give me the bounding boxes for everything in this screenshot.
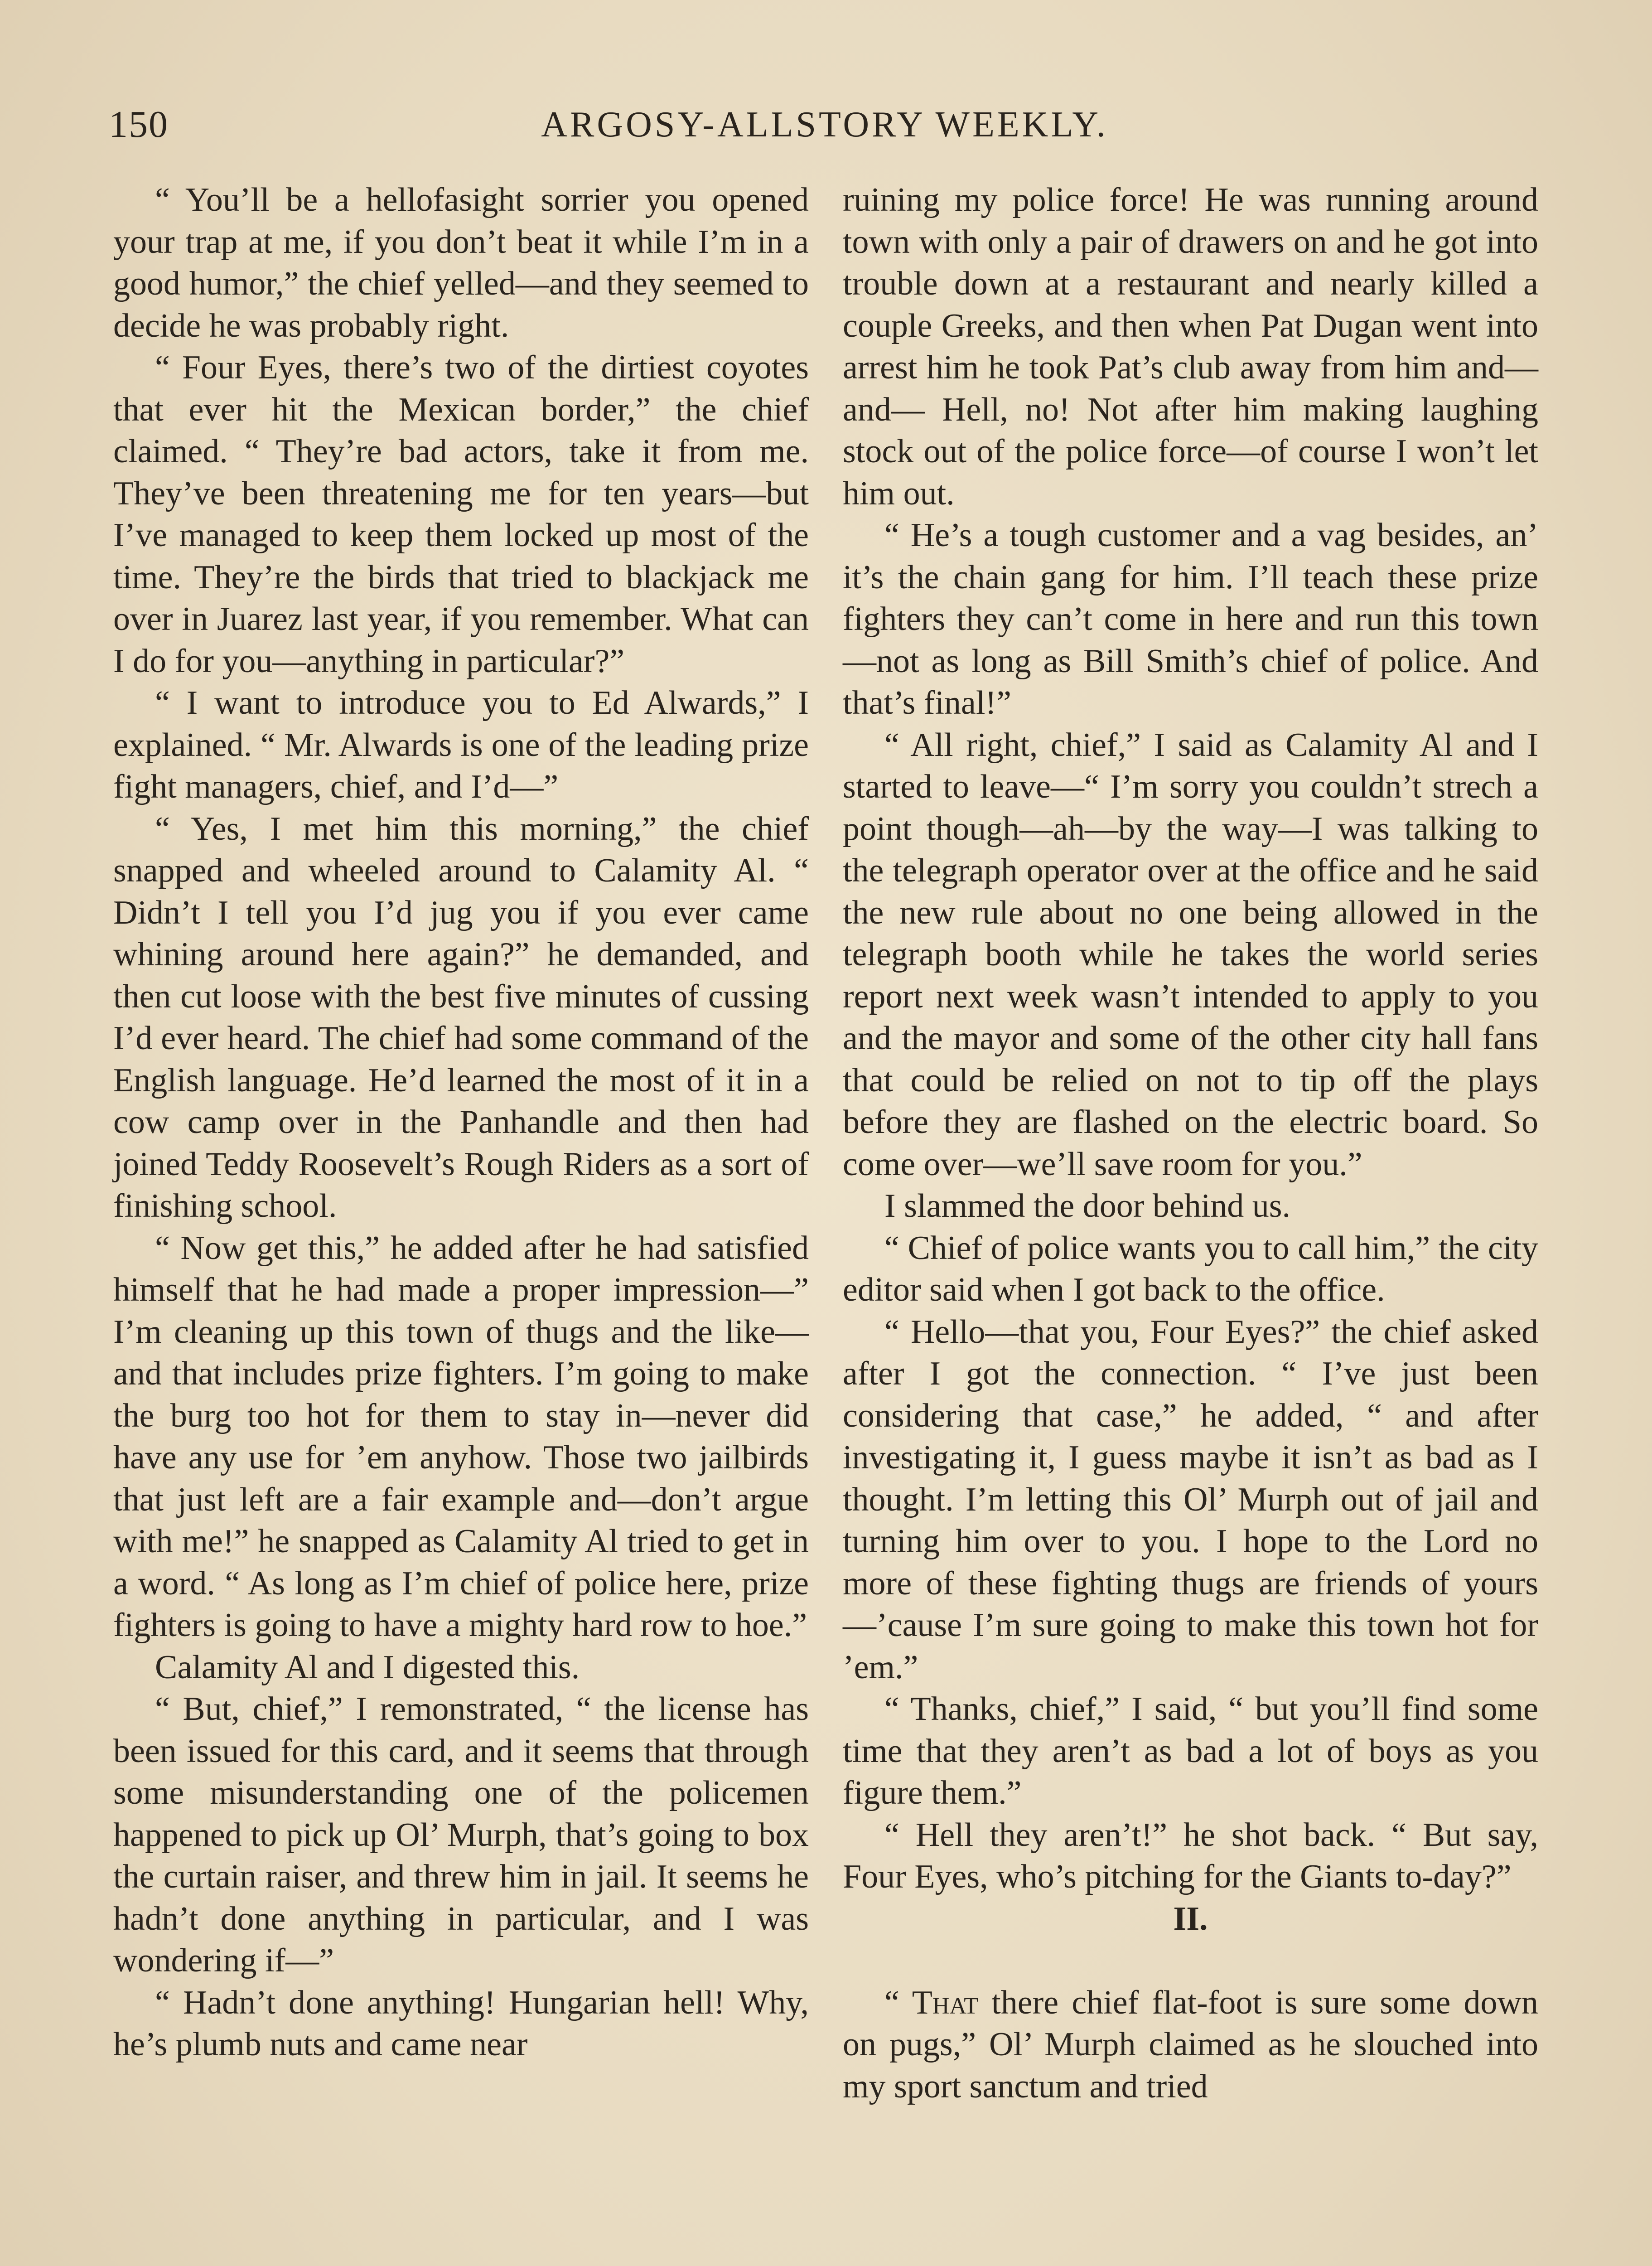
paragraph: “ All right, chief,” I said as Calamity Al and I started to leave—“ I’m sorry you couldn’t strech a point though—ah—by the way—I was talking to the telegraph operator over at the office and he said the new rule about no one being allowed in the telegraph booth while he takes the world series report next week wasn’t intended to apply to you and the mayor and some of the other city hall fans that could be relied on not to tip off the plays before they are flashed on the electric board. So come over—we’ll save room for you.”	[843, 726, 1538, 1183]
section-opening-paragraph	[843, 1982, 1538, 2108]
paragraph: “ Hadn’t done anything! Hungarian hell! Why, he’s plumb nuts and came near	[113, 1984, 809, 2063]
right-column	[843, 179, 1538, 2107]
section-opening-text: there chief flat-foot is sure some down on pugs,” Ol’ Murph claimed as he slouched into my sport sanctum and tried	[843, 1984, 1538, 2105]
paragraph: “ He’s a tough customer and a vag besides, an’ it’s the chain gang for him. I’ll teach these prize fighters they can’t come in here and run this town—not as long as Bill Smith’s chief of police. And that’s final!”	[843, 517, 1538, 721]
paragraph: “ Yes, I met him this morning,” the chief snapped and wheeled around to Calamity Al. “ Didn’t I tell you I’d jug you if you ever came whining around here again?” he demanded, and then cut loose with the best five minutes of cussing I’d ever heard. The chief had some command of the English language. He’d learned the most of it in a cow camp over in the Panhandle and then had joined Teddy Roosevelt’s Rough Riders as a sort of finishing school.	[113, 810, 809, 1225]
continued-paragraph: ruining my police force! He was running around town with only a pair of drawers on and he got into trouble down at a restaurant and nearly killed a couple Greeks, and then when Pat Dugan went into arrest him he took Pat’s club away from him and—and— Hell, no! Not after him making laughing stock out of the police force—of course I won’t let him out.	[843, 181, 1538, 512]
paragraph: “ I want to introduce you to Ed Alwards,” I explained. “ Mr. Alwards is one of the leading prize fight managers, chief, and I’d—”	[113, 684, 809, 805]
paragraph: “ Hell they aren’t!” he shot back. “ But say, Four Eyes, who’s pitching for the Giants to-day?”	[843, 1816, 1538, 1895]
paragraph: “ Thanks, chief,” I said, “ but you’ll find some time that they aren’t as bad a lot of boys as you figure them.”	[843, 1690, 1538, 1811]
section-heading: II.	[1173, 1900, 1208, 1937]
paragraph: I slammed the door behind us.	[884, 1187, 1291, 1225]
paragraph: Calamity Al and I digested this.	[155, 1648, 580, 1686]
section-opening-smallcaps: “ That	[884, 1984, 979, 2021]
page-header	[109, 97, 1541, 152]
paragraph: “ Now get this,” he added after he had satisfied himself that he had made a proper impression—” I’m cleaning up this town of thugs and the like—and that includes prize fighters. I’m going to make the burg too hot for them to stay in—never did have any use for ’em anyhow. Those two jailbirds that just left are a fair example and—don’t argue with me!” he snapped as Calamity Al tried to get in a word. “ As long as I’m chief of police here, prize fighters is going to have a mighty hard row to hoe.”	[113, 1229, 809, 1644]
paragraph: “ Hello—that you, Four Eyes?” the chief asked after I got the connection. “ I’ve just been considering that case,” he added, “ and after investigating it, I guess maybe it isn’t as bad as I thought. I’m letting this Ol’ Murph out of jail and turning him over to you. I hope to the Lord no more of these fighting thugs are friends of yours —’cause I’m sure going to make this town hot for ’em.”	[843, 1313, 1538, 1686]
paragraph: “ But, chief,” I remonstrated, “ the license has been issued for this card, and it seems that through some misunderstanding one of the policemen happened to pick up Ol’ Murph, that’s going to box the curtain raiser, and threw him in jail. It seems he hadn’t done anything in particular, and I was wondering if—”	[113, 1690, 809, 1979]
paragraph: “ Chief of police wants you to call him,” the city editor said when I got back to the office.	[843, 1229, 1538, 1308]
left-column	[113, 179, 809, 2066]
paragraph: “ Four Eyes, there’s two of the dirtiest coyotes that ever hit the Mexican border,” the chief claimed. “ They’re bad actors, take it from me. They’ve been threatening me for ten years—but I’ve managed to keep them locked up most of the time. They’re the birds that tried to blackjack me over in Juarez last year, if you remember. What can I do for you—anything in particular?”	[113, 349, 809, 680]
paragraph: “ You’ll be a hellofasight sorrier you opened your trap at me, if you don’t beat it while I’m in a good humor,” the chief yelled—and they seemed to decide he was probably right.	[113, 181, 809, 344]
page-number: 150	[109, 103, 169, 145]
running-head: ARGOSY-ALLSTORY WEEKLY.	[541, 105, 1108, 145]
